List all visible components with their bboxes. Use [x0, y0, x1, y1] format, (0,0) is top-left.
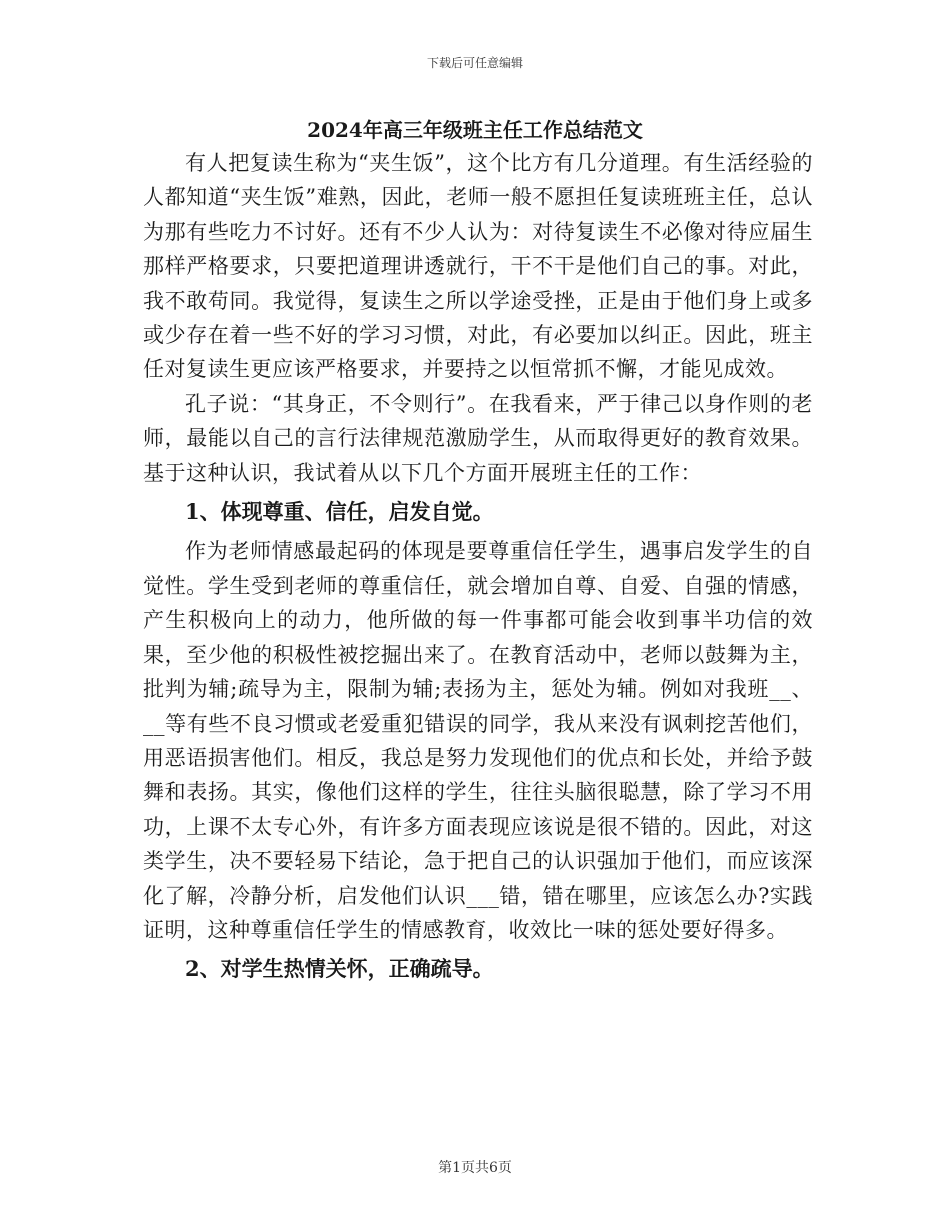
section-1-paragraph: 作为老师情感最起码的体现是要尊重信任学生，遇事启发学生的自觉性。学生受到老师的尊重信任，就会增加自尊、自爱、自强的情感，产生积极向上的动力，他所做的每一件事都可能会收到事半功信的效果，至少他的积极性被挖掘出来了。在教育活动中，老师以鼓舞为主，批判为辅;疏导为主，限制为辅;表扬为主，惩处为辅。例如对我班__、__等有些不良习惯或老爱重犯错误的同学，我从来没有讽刺挖苦他们，用恶语损害他们。相反，我总是努力发现他们的优点和长处，并给予鼓舞和表扬。其实，像他们这样的学生，往往头脑很聪慧，除了学习不用功，上课不太专心外，有许多方面表现应该说是很不错的。因此，对这类学生，决不要轻易下结论，急于把自己的认识强加于他们，而应该深化了解，冷静分析，启发他们认识___错，错在哪里，应该怎么办?实践证明，这种尊重信任学生的情感教育，收效比一味的惩处要好得多。	[143, 539, 813, 942]
paragraph-intro: 有人把复读生称为“夹生饭”，这个比方有几分道理。有生活经验的人都知道“夹生饭”难熟，因此，老师一般不愿担任复读班班主任，总认为那有些吃力不讨好。还有不少人认为：对待复读生不必像对待应届生那样严格要求，只要把道理讲透就行，干不干是他们自己的事。对此，我不敢苟同。我觉得，复读生之所以学途受挫，正是由于他们身上或多或少存在着一些不好的学习习惯，对此，有必要加以纠正。因此，班主任对复读生更应该严格要求，并要持之以恒常抓不懈，才能见成效。	[143, 151, 813, 382]
section-heading-2: 2、对学生热情关怀，正确疏导。	[185, 956, 494, 982]
section-heading-1: 1、体现尊重、信任，启发自觉。	[185, 499, 494, 525]
document-body	[143, 146, 813, 992]
page-number: 第1页共6页	[438, 1160, 512, 1176]
document-title: 2024年高三年级班主任工作总结范文	[307, 118, 643, 142]
paragraph-confucius: 孔子说：“其身正，不令则行”。在我看来，严于律己以身作则的老师，最能以自己的言行法律规范激励学生，从而取得更好的教育效果。基于这种认识，我试着从以下几个方面开展班主任的工作：	[143, 391, 813, 485]
page-header-note: 下载后可任意编辑	[426, 56, 523, 70]
